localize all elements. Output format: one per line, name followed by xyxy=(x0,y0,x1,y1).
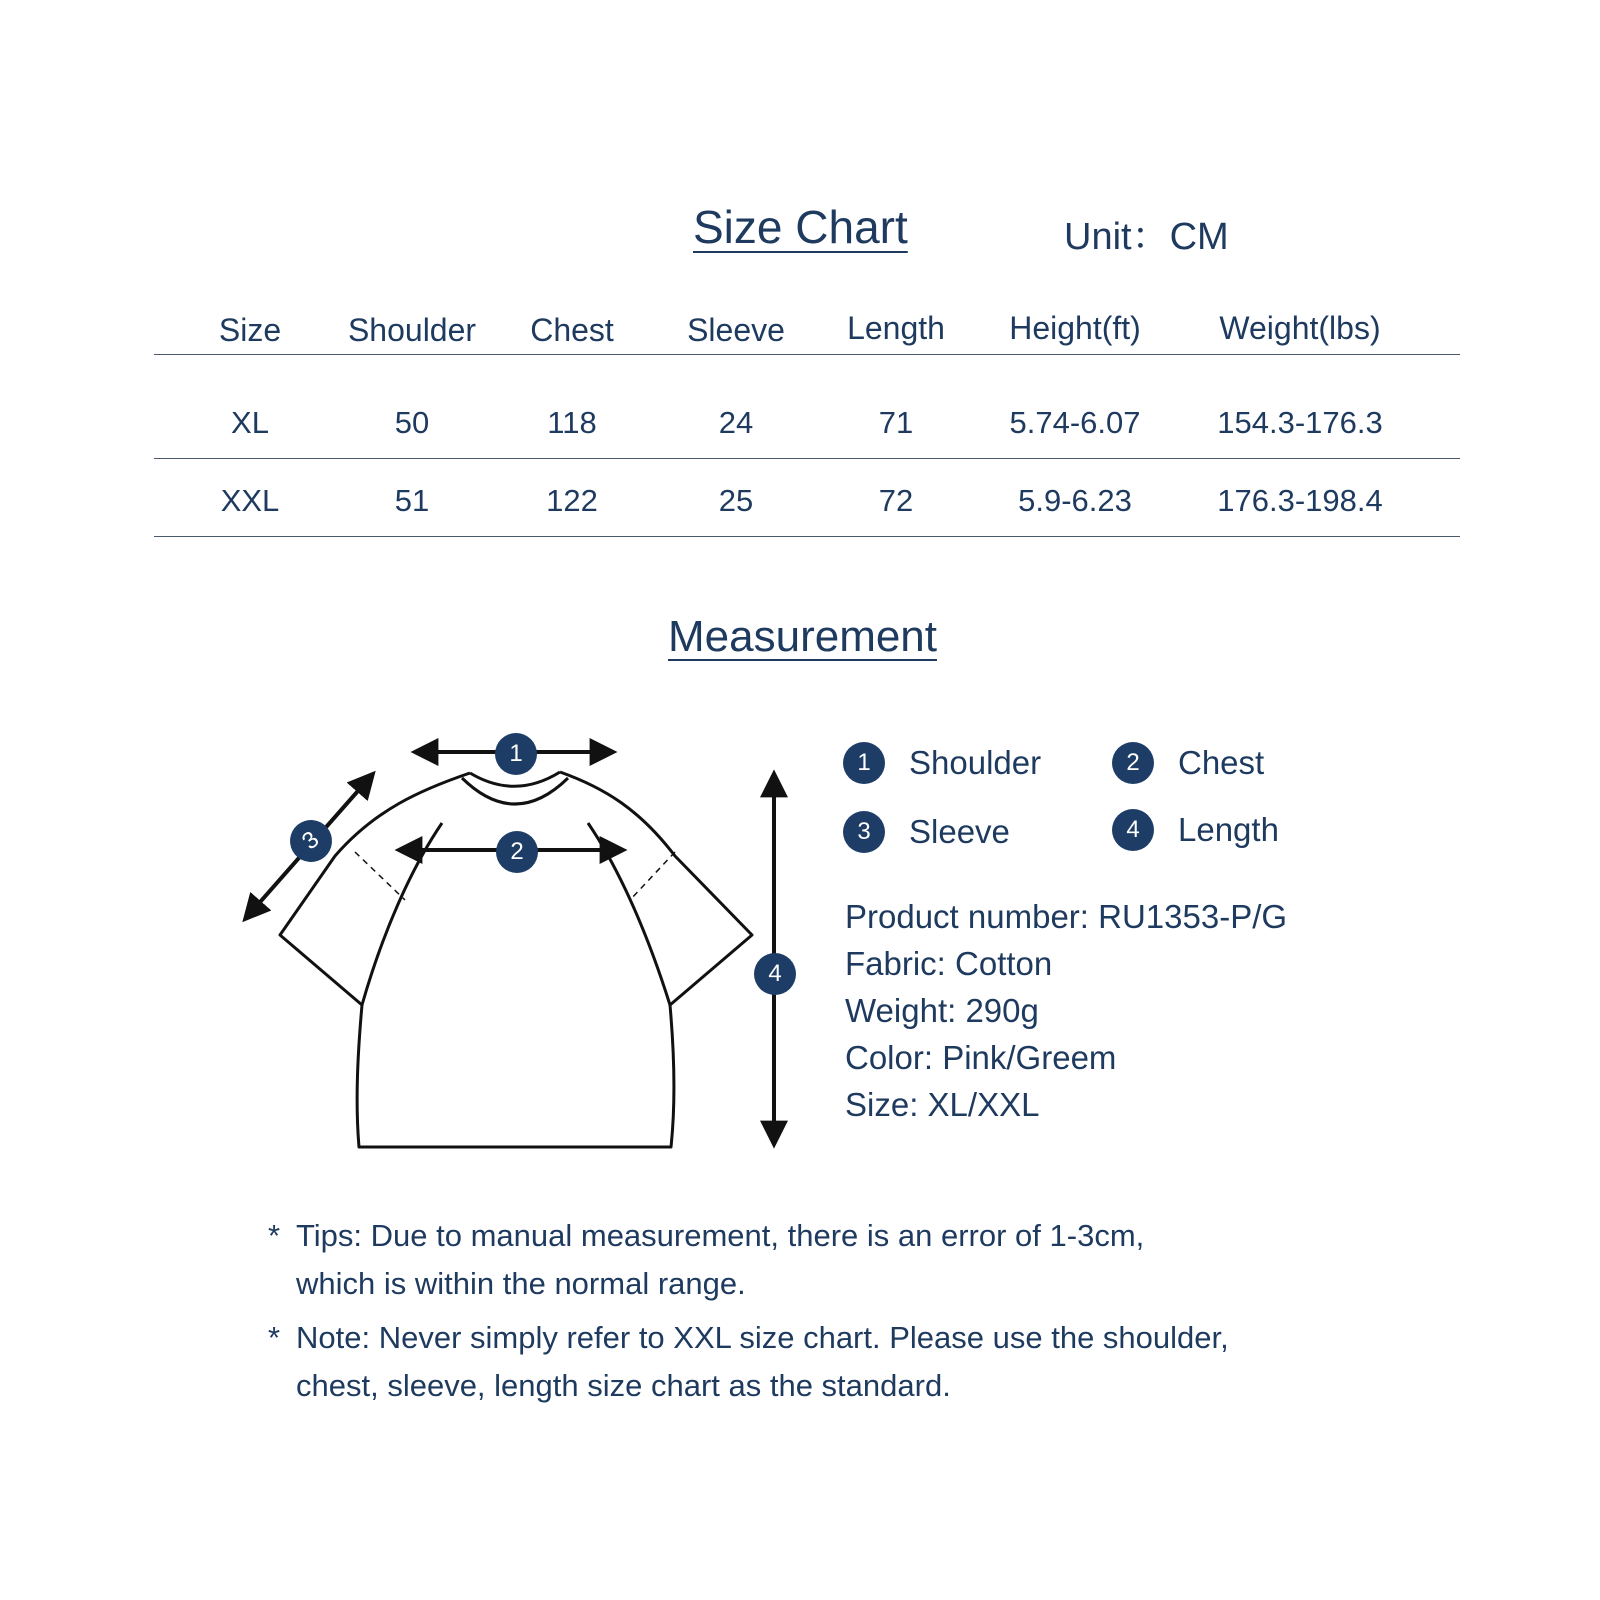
product-number: Product number: RU1353-P/G xyxy=(845,898,1288,935)
cell-height: 5.9-6.23 xyxy=(1018,483,1132,518)
cell-length: 71 xyxy=(878,405,914,440)
product-color: Color: Pink/Greem xyxy=(845,1039,1117,1076)
legend-badge-3: 3 xyxy=(843,811,885,853)
cell-height: 5.74-6.07 xyxy=(1009,405,1141,440)
tips-line-2: which is within the normal range. xyxy=(296,1266,746,1301)
length-badge: 4 xyxy=(754,953,796,995)
col-weight: Weight(lbs) xyxy=(1219,310,1381,346)
tshirt-outline xyxy=(280,772,752,1147)
col-shoulder: Shoulder xyxy=(347,312,477,348)
seam-right xyxy=(630,852,675,900)
col-height: Height(ft) xyxy=(1009,310,1141,346)
cell-chest: 122 xyxy=(546,483,598,518)
chest-badge: 2 xyxy=(496,831,538,873)
note-line-2: chest, sleeve, length size chart as the standard. xyxy=(296,1368,951,1403)
tips-note xyxy=(268,1212,1145,1308)
shoulder-badge: 1 xyxy=(495,733,537,775)
product-weight: Weight: 290g xyxy=(845,992,1039,1029)
cell-shoulder: 51 xyxy=(394,483,430,518)
cell-sleeve: 25 xyxy=(718,483,754,518)
col-length: Length xyxy=(847,310,945,346)
cell-shoulder: 50 xyxy=(394,405,430,440)
note-line-1: Note: Never simply refer to XXL size chart. Please use the shoulder, xyxy=(296,1320,1229,1355)
legend-label-shoulder: Shoulder xyxy=(909,744,1042,781)
col-sleeve: Sleeve xyxy=(687,312,785,348)
legend-badge-4: 4 xyxy=(1112,809,1154,851)
tshirt-diagram xyxy=(0,0,820,1160)
standard-note xyxy=(268,1314,1229,1410)
cell-sleeve: 24 xyxy=(718,405,754,440)
unit-label: Unit：CM xyxy=(1064,216,1229,258)
tips-line-1: Tips: Due to manual measurement, there is an error of 1-3cm, xyxy=(296,1218,1145,1253)
cell-chest: 118 xyxy=(547,405,597,440)
legend-badge-1: 1 xyxy=(843,742,885,784)
cell-weight: 176.3-198.4 xyxy=(1217,483,1383,518)
measurement-title: Measurement xyxy=(668,612,938,661)
legend-label-length: Length xyxy=(1178,811,1279,848)
product-size: Size: XL/XXL xyxy=(845,1086,1040,1123)
legend-sleeve xyxy=(843,811,1010,853)
cell-size: XL xyxy=(231,405,269,440)
tips-bullet: * xyxy=(268,1218,281,1253)
cell-length: 72 xyxy=(878,483,914,518)
cell-weight: 154.3-176.3 xyxy=(1217,405,1383,440)
seam-left xyxy=(355,852,405,900)
legend-label-sleeve: Sleeve xyxy=(909,813,1010,850)
legend-chest xyxy=(1112,742,1264,784)
cell-size: XXL xyxy=(220,483,280,518)
legend-label-chest: Chest xyxy=(1178,744,1265,781)
col-size: Size xyxy=(218,312,282,348)
sleeve-badge: 3 xyxy=(281,811,340,870)
legend-shoulder xyxy=(843,742,1041,784)
size-chart-title: Size Chart xyxy=(693,201,908,253)
note-bullet: * xyxy=(268,1320,281,1355)
legend-length xyxy=(1112,809,1279,851)
col-chest: Chest xyxy=(530,312,614,348)
product-fabric: Fabric: Cotton xyxy=(845,945,1053,982)
legend-badge-2: 2 xyxy=(1112,742,1154,784)
